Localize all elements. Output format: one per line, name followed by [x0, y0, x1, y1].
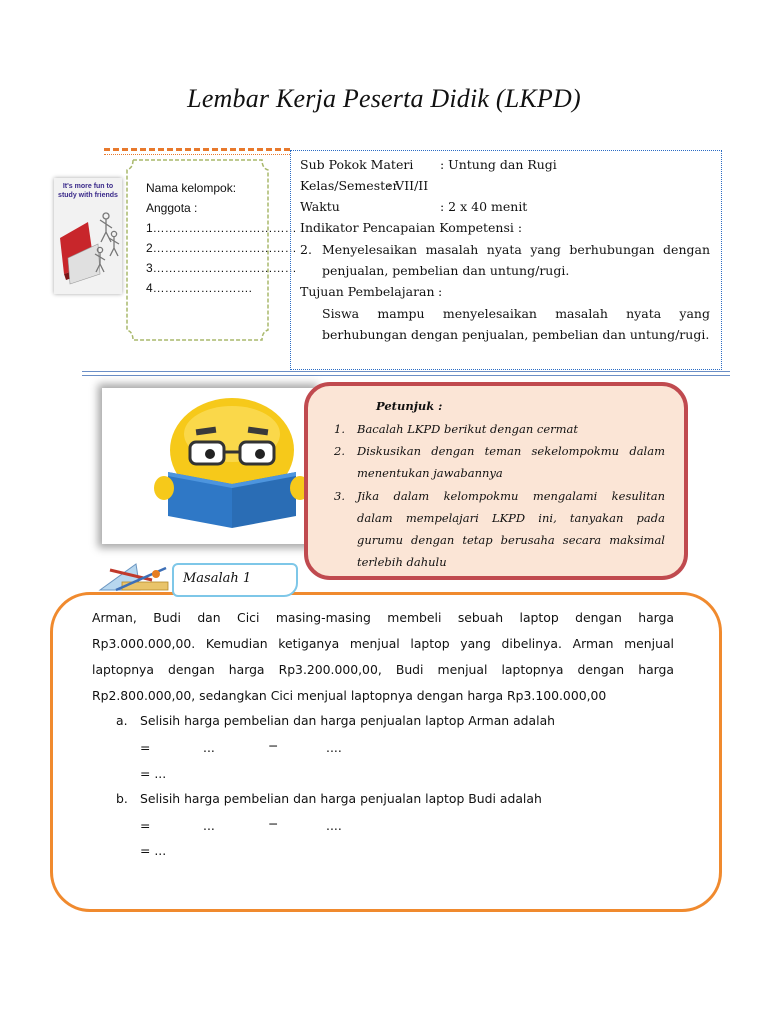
orange-divider-thin	[104, 154, 290, 155]
question-b-minus: −	[268, 816, 279, 831]
instruction-3-line-1: Jika dalam kelompokmu mengalami kesulitan	[357, 489, 665, 503]
instruction-2-line-1: Diskusikan dengan teman sekelompokmu dalam	[357, 444, 665, 458]
study-poster-image	[54, 178, 122, 294]
class-value: : VII/II	[387, 178, 429, 193]
member-line-3[interactable]: 3………………………………	[146, 261, 297, 275]
question-a-text: Selisih harga pembelian dan harga penjualan laptop Arman adalah	[140, 713, 556, 728]
class-label: Kelas/Semester	[300, 178, 399, 193]
question-b-letter: b.	[116, 791, 128, 806]
instruction-1-line-1: Bacalah LKPD berikut dengan cermat	[357, 422, 579, 436]
orange-divider	[104, 148, 290, 151]
question-b-blank-2[interactable]: ....	[326, 818, 342, 833]
instruction-1-number: 1.	[334, 422, 345, 436]
goal-line-1: Siswa mampu menyelesaikan masalah nyata yang	[322, 306, 710, 321]
members-label: Anggota :	[146, 201, 198, 215]
poster-line-2: study with friends	[58, 192, 118, 199]
member-line-1[interactable]: 1………………………………	[146, 221, 297, 235]
group-name-label: Nama kelompok:	[146, 181, 237, 195]
goal-line-2: berhubungan dengan penjualan, pembelian dan untung/rugi.	[322, 327, 710, 342]
question-a-blank-1[interactable]: ...	[203, 740, 215, 755]
section-rule-bottom	[82, 375, 730, 376]
instruction-2-number: 2.	[334, 444, 345, 458]
indicator-number: 2.	[300, 242, 312, 257]
instruction-3-line-2: dalam mempelajari LKPD ini, tanyakan pada	[357, 511, 665, 525]
subtopic-value: : Untung dan Rugi	[440, 157, 557, 172]
question-a-equals: =	[140, 740, 151, 755]
instructions-box	[304, 382, 688, 580]
indicator-label: Indikator Pencapaian Kompetensi :	[300, 220, 523, 235]
problem-tab-label: Masalah 1	[183, 571, 252, 586]
problem-line-3: laptopnya dengan harga Rp3.200.000,00, Budi menjual laptopnya dengan harga	[92, 662, 674, 677]
member-line-2[interactable]: 2………………………………	[146, 241, 297, 255]
member-line-4[interactable]: 4…………………….	[146, 281, 253, 295]
question-b-text: Selisih harga pembelian dan harga penjualan laptop Budi adalah	[140, 791, 542, 806]
group-members-list	[146, 178, 297, 298]
poster-line-1: It's more fun to	[62, 183, 114, 190]
question-b-result[interactable]: = ...	[140, 843, 167, 858]
question-a-blank-2[interactable]: ....	[326, 740, 342, 755]
reading-emoji-image	[102, 388, 314, 544]
question-a-minus: −	[268, 738, 279, 753]
books-illustration	[54, 178, 122, 294]
question-a-result[interactable]: = ...	[140, 766, 167, 781]
instruction-3-number: 3.	[334, 489, 345, 503]
stationery-icon	[96, 560, 176, 596]
reading-emoji-icon	[102, 388, 314, 544]
goal-label: Tujuan Pembelajaran	[300, 284, 435, 299]
instructions-heading: Petunjuk :	[376, 399, 443, 413]
question-b-blank-1[interactable]: ...	[203, 818, 215, 833]
question-a-letter: a.	[116, 713, 128, 728]
instruction-3-line-4: terlebih dahulu	[357, 555, 447, 569]
page-title: Lembar Kerja Peserta Didik (LKPD)	[187, 84, 581, 113]
time-value: : 2 x 40 menit	[440, 199, 528, 214]
problem-line-1: Arman, Budi dan Cici masing-masing membeli sebuah laptop dengan harga	[92, 610, 674, 625]
instruction-3-line-3: gurumu dengan tetap berusaha secara maksimal	[357, 533, 665, 547]
goal-colon: :	[438, 284, 443, 299]
instruction-2-line-2: menentukan jawabannya	[357, 466, 503, 480]
subtopic-label: Sub Pokok Materi	[300, 157, 414, 172]
indicator-line-1: Menyelesaikan masalah nyata yang berhubungan dengan	[322, 242, 710, 257]
section-rule-top	[82, 371, 730, 372]
question-b-equals: =	[140, 818, 151, 833]
problem-line-2: Rp3.000.000,00. Kemudian ketiganya menjual laptop yang dibelinya. Arman menjual	[92, 636, 674, 651]
problem-line-4: Rp2.800.000,00, sedangkan Cici menjual laptopnya dengan harga Rp3.100.000,00	[92, 688, 607, 703]
indicator-line-2: penjualan, pembelian dan untung/rugi.	[322, 263, 570, 278]
time-label: Waktu	[300, 199, 340, 214]
